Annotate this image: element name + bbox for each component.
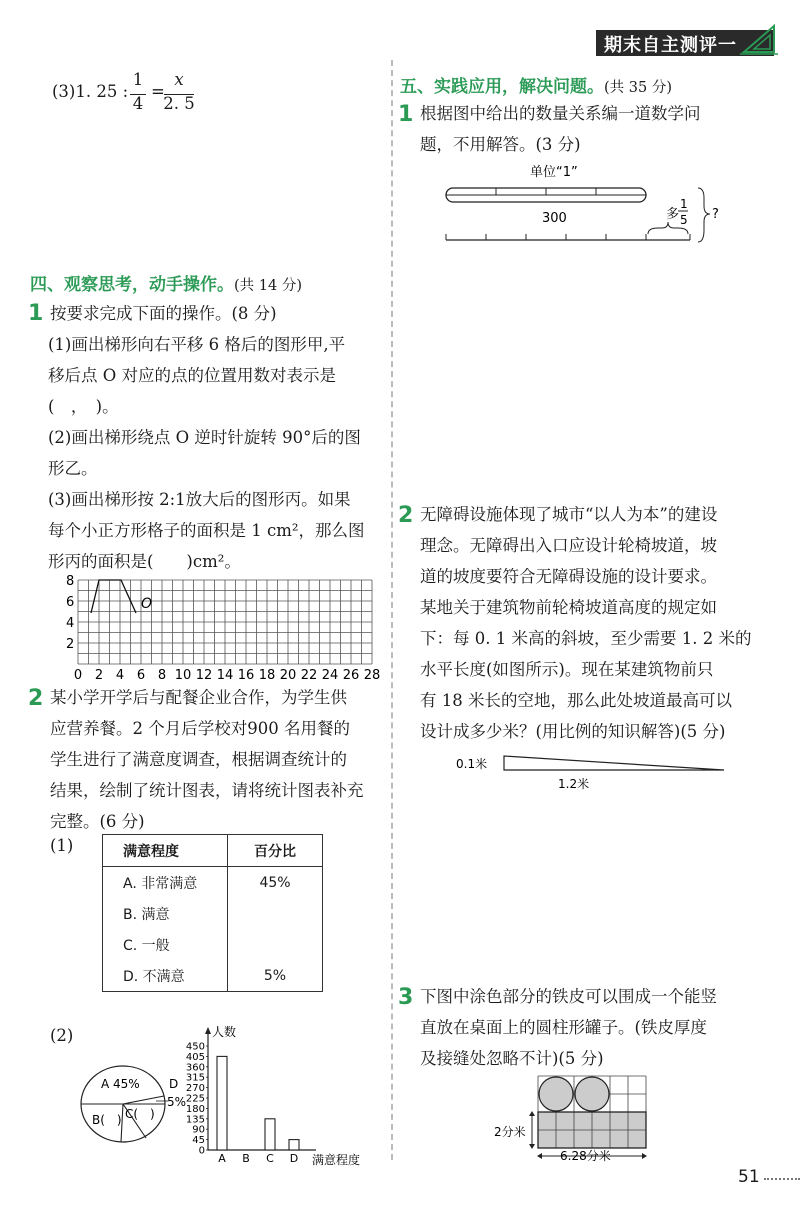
question-mark-label: ?: [712, 207, 719, 222]
grid-x-label: 8: [157, 668, 167, 683]
equation-prefix: (3)1. 25 :: [52, 82, 129, 101]
grid-x-label: 4: [115, 668, 125, 683]
r-q2-line1: 无障碍设施体现了城市“以人为本”的建设: [420, 505, 718, 524]
q2-line5: 完整。(6 分): [50, 812, 145, 831]
q2-line4: 结果，绘制了统计图表，请将统计图表补充: [50, 781, 364, 800]
grid-y-label: 2: [66, 637, 75, 652]
frac1-num: 1: [132, 70, 144, 89]
trapezoid-shape: [91, 580, 136, 613]
table-cell: B. 满意: [123, 906, 170, 923]
bar-category-label: B: [242, 1152, 250, 1165]
q1-part3-line3: 形丙的面积是( )cm²。: [48, 552, 241, 571]
pie-chart: [76, 1058, 196, 1168]
r-q3-line2: 直放在桌面上的圆柱形罐子。(铁皮厚度: [420, 1018, 707, 1037]
bar-y-tick: 0: [198, 1145, 205, 1157]
r-q2-line5: 下：每 0. 1 米高的斜坡，至少需要 1. 2 米的: [420, 629, 752, 648]
pie-label-d: D: [169, 1077, 179, 1091]
left-circle: [539, 1077, 573, 1111]
r-q1-line2: 题，不用解答。(3 分): [420, 135, 581, 154]
q2-line2: 应营养餐。2 个月后学校对900 名用餐的: [50, 719, 350, 738]
r-q3-line1: 下图中涂色部分的铁皮可以围成一个能竖: [420, 987, 717, 1006]
can-width-label: 6.28分米: [560, 1149, 611, 1163]
bar-y-tick: 270: [185, 1083, 205, 1095]
bar-y-label: 人数: [212, 1025, 237, 1039]
table-cell: A. 非常满意: [123, 875, 198, 892]
q1-part2-line1: (2)画出梯形绕点 O 逆时针旋转 90°后的图: [48, 428, 361, 447]
pie-label-a: A 45%: [101, 1077, 140, 1091]
r-q2-line8: 设计成多少米？(用比例的知识解答)(5 分): [420, 722, 726, 741]
grid-x-label: 18: [258, 668, 276, 683]
q1-part1-line2: 移后点 O 对应的点的位置用数对表示是: [48, 366, 337, 385]
q1-part3-line1: (3)画出梯形按 2:1放大后的图形丙。如果: [48, 490, 351, 509]
segment-300-label: 300: [542, 211, 567, 226]
table-row: [103, 898, 323, 929]
grid-x-label: 16: [237, 668, 255, 683]
right-circle: [575, 1077, 609, 1111]
r-q2-line7: 有 18 米长的空地，那么此处坡道最高可以: [420, 691, 732, 710]
pie-label-d-pct: 5%: [167, 1095, 187, 1109]
page-header-title: 期末自主测评一: [604, 35, 737, 56]
equals-sign: =: [151, 82, 165, 101]
unit-one-label: 单位“1”: [530, 165, 578, 180]
q2-line3: 学生进行了满意度调查，根据调查统计的: [50, 750, 347, 769]
q1-stem: 按要求完成下面的操作。(8 分): [50, 304, 277, 323]
bar-y-tick: 405: [185, 1051, 205, 1063]
table-row: [103, 960, 323, 992]
section-5-title: 五、实践应用，解决问题。(共 35 分): [400, 77, 672, 97]
triangle-ruler-icon: [740, 22, 780, 56]
can-net-diagram: [492, 1074, 668, 1166]
ramp-height-label: 0.1米: [456, 757, 488, 771]
q1-part1-line3: ( ， )。: [48, 397, 119, 416]
bar-y-tick: 90: [192, 1124, 205, 1136]
grid-x-label: 20: [279, 668, 297, 683]
r-q2-line4: 某地关于建筑物前轮椅坡道高度的规定如: [420, 598, 717, 617]
grid-y-label: 6: [66, 595, 75, 610]
grid-x-label: 24: [321, 668, 339, 683]
bar-y-tick: 45: [192, 1135, 205, 1147]
pie-label-b: B( ): [92, 1113, 122, 1127]
more-label: 多: [666, 207, 680, 222]
grid-y-label: 4: [66, 616, 75, 631]
table-cell: [228, 929, 323, 960]
ramp-diagram: [454, 752, 734, 794]
bar-chart: [186, 1024, 376, 1170]
bar-y-tick: 225: [185, 1093, 205, 1105]
coordinate-grid: [40, 570, 381, 683]
table-cell: 45%: [228, 867, 323, 899]
grid-x-label: 2: [94, 668, 104, 683]
bar-y-tick: 315: [185, 1072, 205, 1084]
bar-y-tick: 135: [185, 1114, 205, 1126]
column-divider: [391, 60, 393, 1160]
grid-x-label: 12: [195, 668, 213, 683]
bar-y-tick: 450: [185, 1041, 205, 1053]
ramp-triangle: [504, 756, 724, 770]
grid-x-label: 6: [136, 668, 146, 683]
frac2-den: 2. 5: [163, 94, 195, 113]
page-number-dots: [764, 1178, 800, 1180]
question-2-number: 2: [28, 686, 44, 711]
r-q3-line3: 及接缝处忽略不计)(5 分): [420, 1049, 604, 1068]
table-cell: C. 一般: [123, 937, 170, 954]
more-frac-den: 5: [680, 213, 688, 227]
frac1-den: 4: [132, 94, 144, 113]
grid-x-label: 28: [363, 668, 381, 683]
bar-C: [265, 1119, 275, 1150]
r-q2-line3: 道的坡度要符合无障碍设施的设计要求。: [420, 567, 717, 586]
table-row: [103, 867, 323, 899]
subpart-1-label: (1): [50, 836, 74, 855]
bar-D: [289, 1140, 299, 1150]
can-height-label: 2分米: [494, 1125, 526, 1139]
grid-x-label: 26: [342, 668, 360, 683]
page-number: 51: [738, 1167, 760, 1187]
r-question-3-number: 3: [398, 985, 414, 1010]
r-q1-line1: 根据图中给出的数量关系编一道数学问: [420, 104, 701, 123]
q1-part3-line2: 每个小正方形格子的面积是 1 cm²，那么图: [48, 521, 365, 540]
pie-divider-d: [123, 1096, 164, 1104]
section-4-title: 四、观察思考，动手操作。(共 14 分): [30, 275, 302, 295]
bar-category-label: A: [218, 1152, 226, 1165]
table-cell: [228, 898, 323, 929]
table-header-cell: 满意程度: [103, 835, 228, 867]
frac2-num: x: [174, 70, 184, 89]
r-question-1-number: 1: [398, 102, 414, 127]
bar-category-label: C: [266, 1152, 274, 1165]
table-header-cell: 百分比: [228, 835, 323, 867]
grid-x-label: 22: [300, 668, 318, 683]
bar-y-tick: 180: [185, 1103, 205, 1115]
table-header-row: [103, 835, 323, 867]
question-1-number: 1: [28, 301, 44, 326]
q2-line1: 某小学开学后与配餐企业合作，为学生供: [50, 688, 347, 707]
r-q2-line2: 理念。无障碍出入口应设计轮椅坡道，坡: [420, 536, 717, 555]
grid-x-label: 0: [73, 668, 83, 683]
grid-x-label: 10: [174, 668, 192, 683]
table-cell: D. 不满意: [123, 968, 185, 985]
subpart-2-label: (2): [50, 1026, 74, 1045]
r-q2-line6: 水平长度(如图所示)。现在某建筑物前只: [420, 660, 714, 679]
bar-y-tick: 360: [185, 1062, 205, 1074]
grid-y-label: 8: [66, 574, 75, 589]
more-frac-num: 1: [680, 197, 688, 211]
table-row: [103, 929, 323, 960]
r-question-2-number: 2: [398, 503, 414, 528]
q1-part1-line1: (1)画出梯形向右平移 6 格后的图形甲,平: [48, 335, 346, 354]
bar-x-label: 满意程度: [312, 1153, 361, 1167]
ramp-width-label: 1.2米: [558, 777, 590, 791]
bar-category-label: D: [289, 1152, 299, 1165]
q1-part2-line2: 形乙。: [48, 459, 98, 478]
bar-A: [217, 1056, 227, 1150]
point-o-label: O: [141, 596, 153, 612]
table-cell: 5%: [228, 960, 323, 992]
satisfaction-table: [102, 834, 323, 992]
grid-x-label: 14: [216, 668, 234, 683]
pie-label-c: C( ): [125, 1107, 155, 1121]
segment-diagram: [436, 158, 736, 250]
